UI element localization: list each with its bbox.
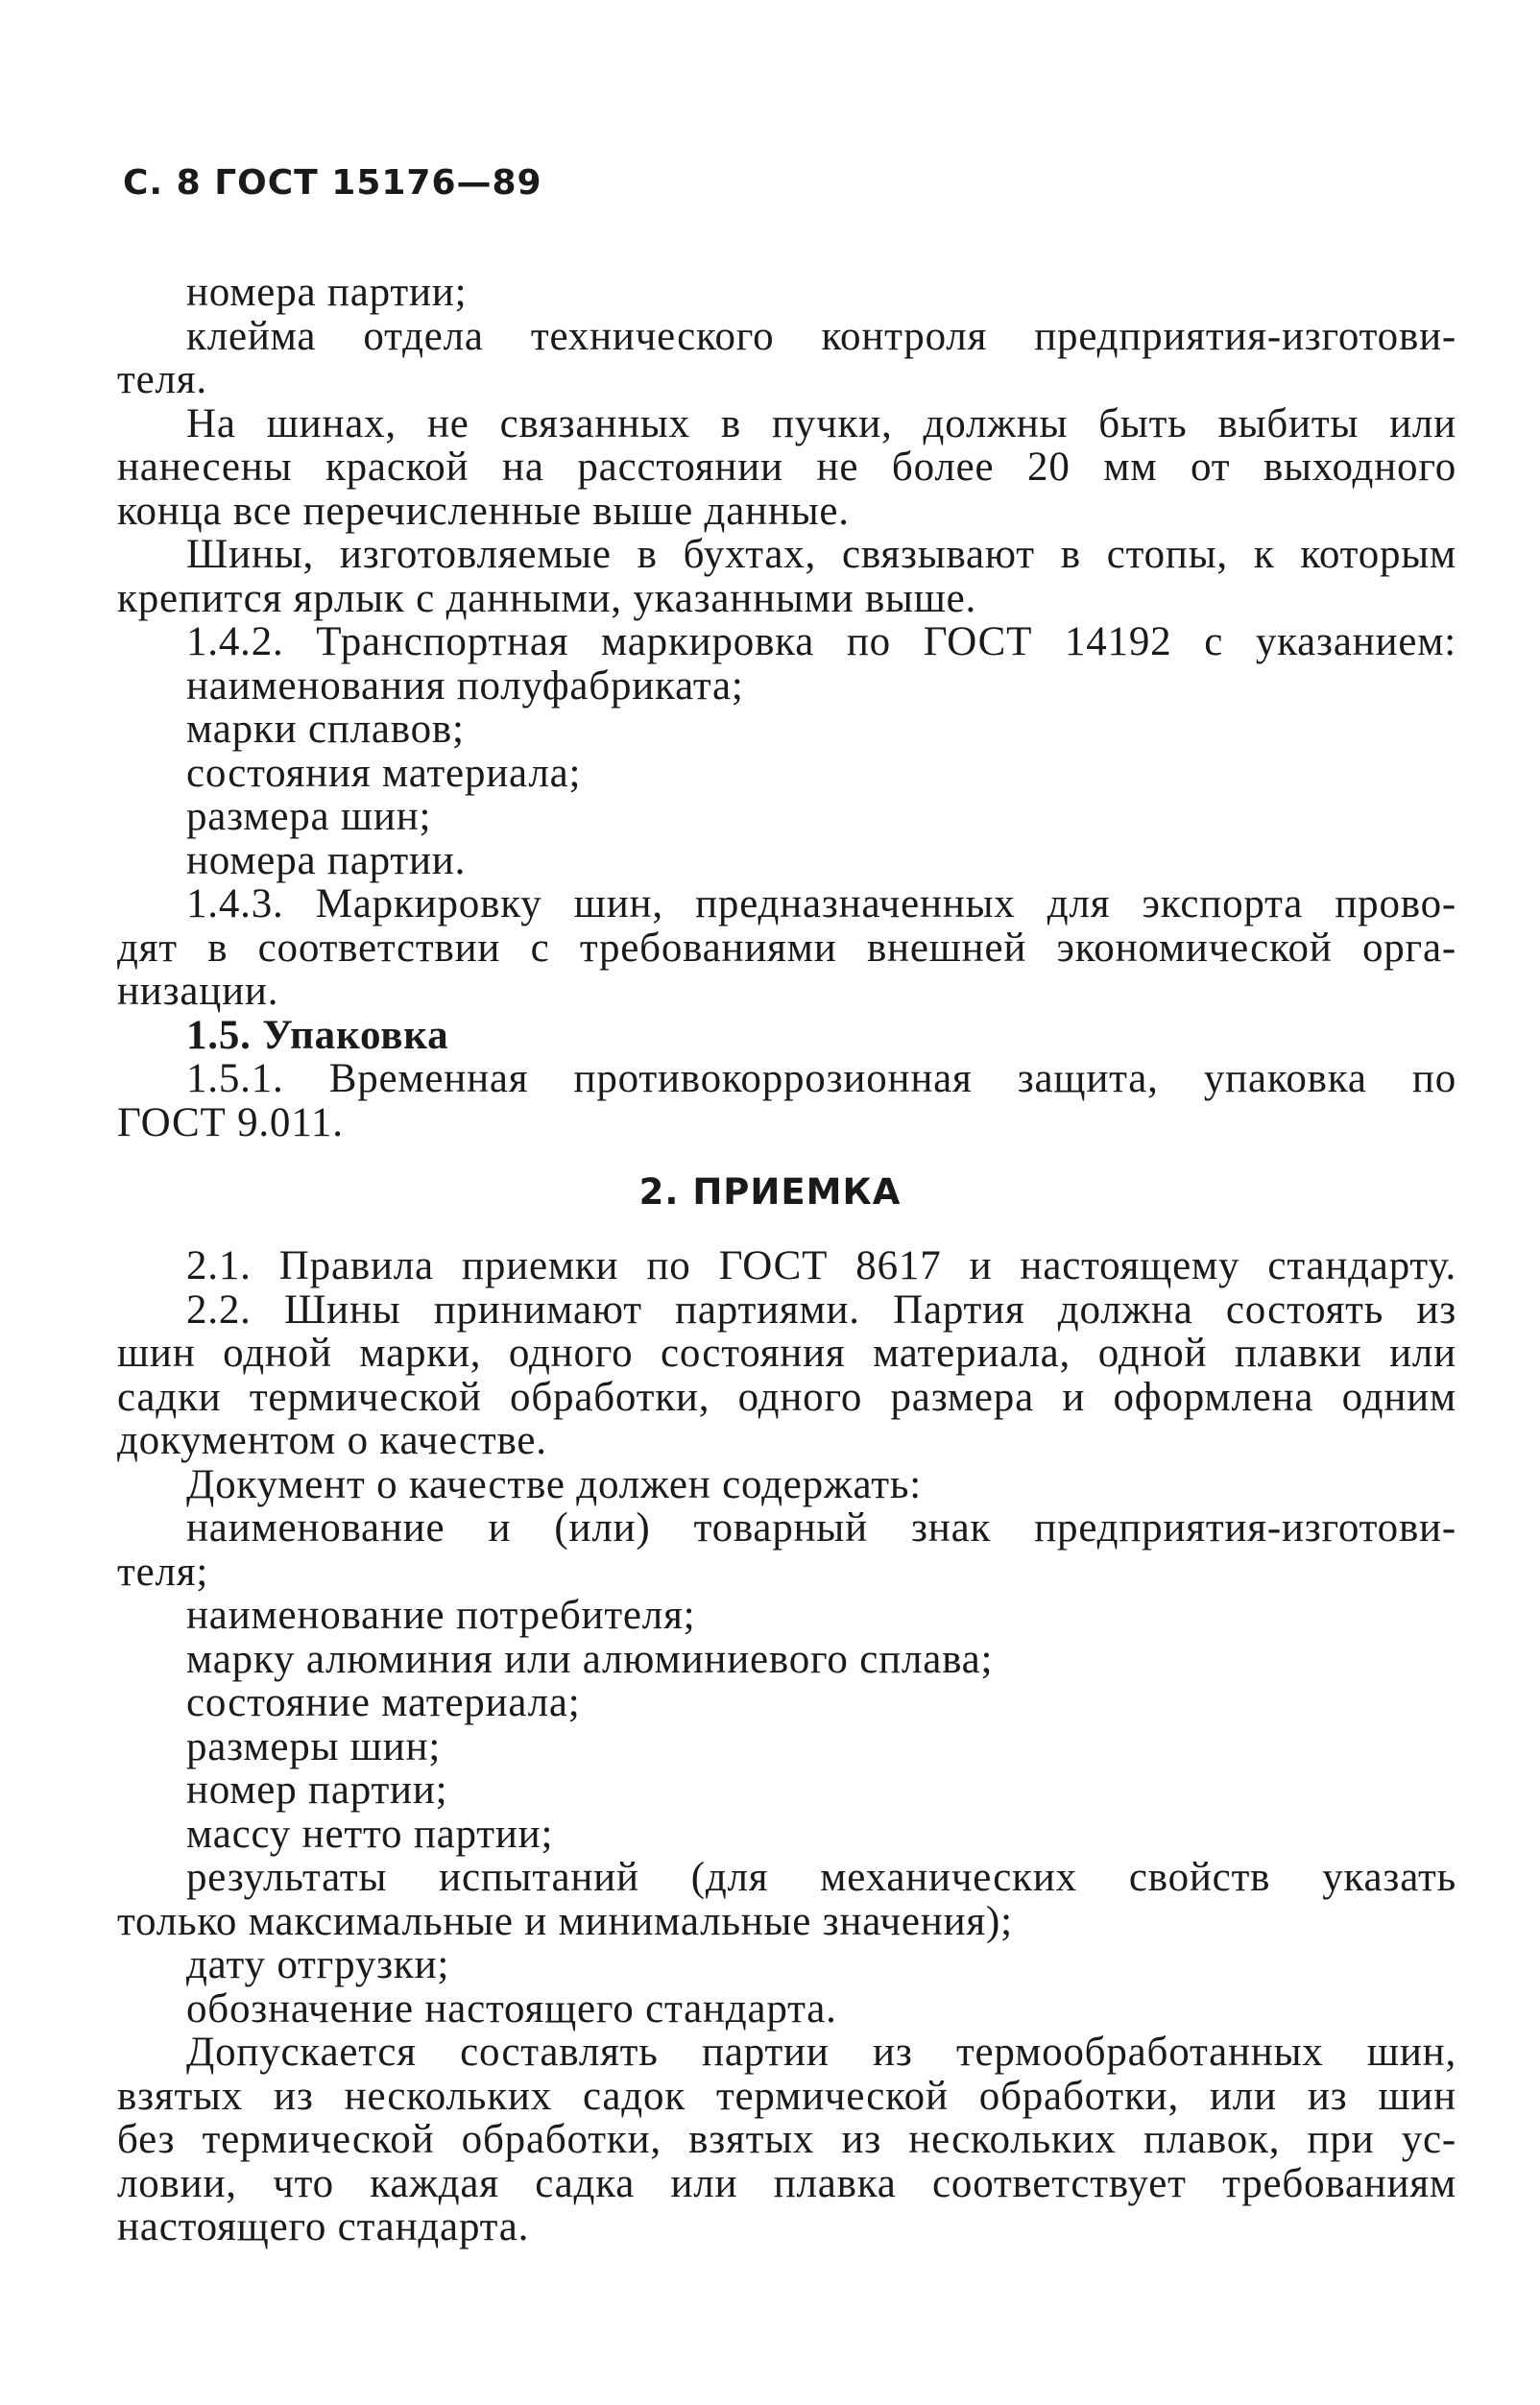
text-line: без термической обработки, взятых из нескольких плавок, при ус- (117, 2117, 1456, 2162)
text-line: теля; (117, 1549, 209, 1595)
text-line: дату отгрузки; (186, 1942, 450, 1987)
text-line: дят в соответствии с требованиями внешней экономической орга- (117, 925, 1456, 971)
text-line: обозначение настоящего стандарта. (186, 1985, 837, 2032)
text-line: Шины, изготовляемые в бухтах, связывают в стопы, к которым (186, 532, 1456, 577)
text-line: низации. (117, 969, 279, 1014)
text-line: взятых из нескольких садок термической обработки, или из шин (117, 2073, 1456, 2119)
text-line: крепится ярлык с данными, указанными выше. (117, 575, 977, 621)
text-line: Документ о качестве должен содержать: (186, 1461, 922, 1507)
text-line: состояние материала; (186, 1680, 581, 1725)
text-line: наименование потребителя; (186, 1593, 696, 1638)
section-2-text (117, 1244, 1456, 2249)
text-line: ГОСТ 9.011. (117, 1099, 344, 1145)
text-line: настоящего стандарта. (117, 2204, 530, 2249)
text-line: номера партии; (186, 270, 468, 315)
text-line: 1.4.3. Маркировку шин, предназначенных для экспорта прово- (186, 881, 1456, 926)
text-line: марки сплавов; (186, 707, 465, 752)
text-line: номера партии. (186, 837, 467, 883)
text-line: 2.2. Шины принимают партиями. Партия должна состоять из (186, 1287, 1456, 1333)
section-1-text (117, 271, 1456, 1144)
text-line: марку алюминия или алюминиевого сплава; (186, 1636, 994, 1682)
text-line: ловии, что каждая садка или плавка соответствует требованиям (117, 2160, 1456, 2206)
text-line: документом о качестве. (117, 1418, 547, 1463)
text-line: нанесены краской на расстоянии не более 20 мм от выходного (117, 445, 1456, 490)
text-line: 1.5. Упаковка (186, 1012, 449, 1058)
text-line: только максимальные и минимальные значения); (117, 1898, 1013, 1944)
section-2-title: 2. ПРИЕМКА (638, 1171, 902, 1213)
text-line: клейма отдела технического контроля предприятия-изготови- (186, 313, 1456, 359)
text-line: наименование и (или) товарный знак предприятия-изготови- (186, 1505, 1456, 1551)
text-line: массу нетто партии; (186, 1811, 554, 1857)
text-line: конца все перечисленные выше данные. (117, 488, 850, 534)
text-line: На шинах, не связанных в пучки, должны быть выбиты или (186, 400, 1456, 446)
text-line: 2.1. Правила приемки по ГОСТ 8617 и настоящему стандарту. (186, 1243, 1456, 1288)
text-line: результаты испытаний (для механических свойств указать (186, 1855, 1456, 1900)
text-line: номер партии; (186, 1768, 448, 1813)
text-line: состояния материала; (186, 750, 582, 796)
text-line: 1.5.1. Временная противокоррозионная защита, упаковка по (186, 1056, 1456, 1101)
text-line: Допускается составлять партии из термообработанных шин, (186, 2030, 1456, 2075)
text-line: теля. (117, 357, 207, 402)
text-line: 1.4.2. Транспортная маркировка по ГОСТ 14192 с указанием: (186, 619, 1456, 664)
text-line: размера шин; (186, 794, 432, 839)
text-line: размеры шин; (186, 1723, 442, 1769)
text-line: садки термической обработки, одного размера и оформлена одним (117, 1374, 1456, 1420)
text-line: шин одной марки, одного состояния материала, одной плавки или (117, 1331, 1456, 1376)
page-header: С. 8 ГОСТ 15176—89 (123, 163, 542, 203)
text-line: наименования полуфабриката; (186, 662, 744, 709)
